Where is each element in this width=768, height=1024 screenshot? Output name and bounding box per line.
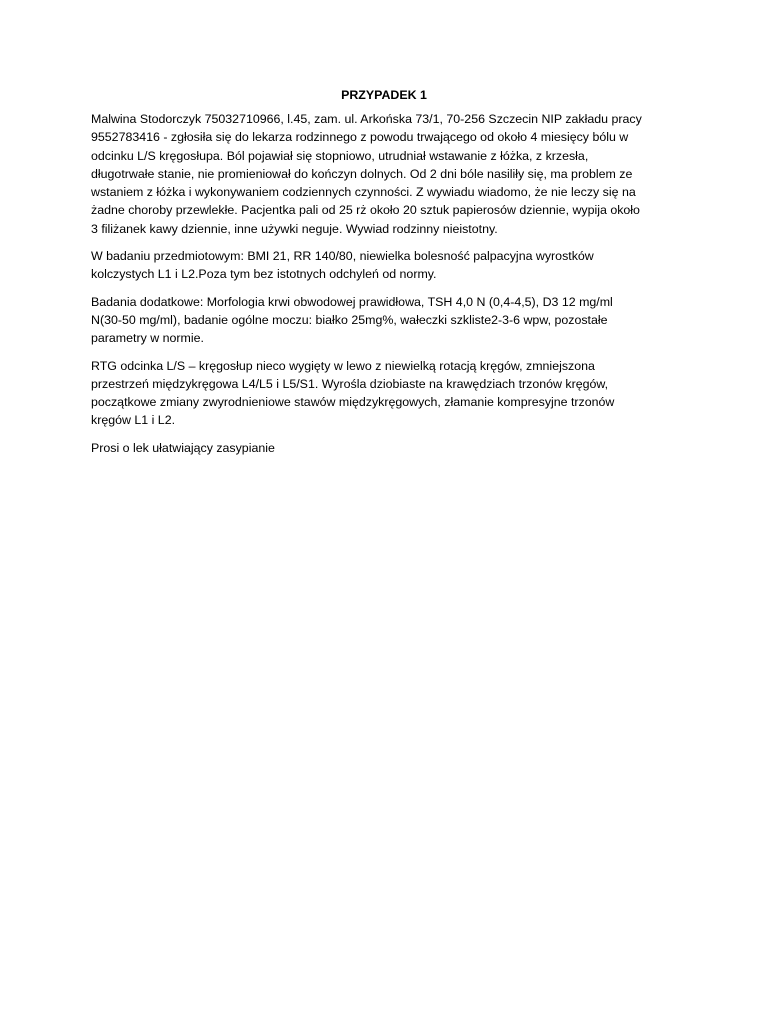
text-line: Malwina Stodorczyk 75032710966, l.45, zam. ul. Arkońska 73/1, 70-256 Szczecin NIP zakładu pracy [91, 112, 642, 126]
text-line: parametry w normie. [91, 331, 204, 346]
text-line: W badaniu przedmiotowym: BMI 21, RR 140/80, niewielka bolesność palpacyjna wyrostków [91, 249, 594, 264]
document-body [91, 86, 677, 466]
document-title: PRZYPADEK 1 [341, 88, 427, 102]
text-line: N(30-50 mg/ml), badanie ogólne moczu: białko 25mg%, wałeczki szkliste2-3-6 wpw, pozostałe [91, 312, 608, 327]
paragraph-additional-tests [91, 293, 677, 348]
text-line: RTG odcinka L/S – kręgosłup nieco wygięty w lewo z niewielką rotacją kręgów, zmniejszona [91, 358, 595, 373]
text-line: 9552783416 - zgłosiła się do lekarza rodzinnego z powodu trwającego od około 4 miesięcy bólu w [91, 130, 629, 145]
text-line: kręgów L1 i L2. [91, 413, 176, 428]
text-line: Prosi o lek ułatwiający zasypianie [91, 440, 275, 455]
paragraph-physical-exam [91, 247, 677, 284]
text-line: długotrwałe stanie, nie promieniował do kończyn dolnych. Od 2 dni bóle nasiliły się, ma problem ze [91, 166, 633, 181]
text-line: przestrzeń międzykręgowa L4/L5 i L5/S1. Wyrośla dziobiaste na krawędziach trzonów kręgów, [91, 376, 609, 391]
paragraph-patient-history [91, 110, 677, 238]
text-line: żadne choroby przewlekłe. Pacjentka pali od 25 rż około 20 sztuk papierosów dziennie, wypija około [91, 203, 640, 218]
text-line: kolczystych L1 i L2.Poza tym bez istotnych odchyleń od normy. [91, 267, 437, 282]
text-line: Badania dodatkowe: Morfologia krwi obwodowej prawidłowa, TSH 4,0 N (0,4-4,5), D3 12 mg/ml [91, 294, 613, 309]
text-line: wstaniem z łóżka i wykonywaniem codziennych czynności. Z wywiadu wiadomo, że nie leczy się na [91, 185, 636, 200]
text-line: 3 filiżanek kawy dziennie, inne używki neguje. Wywiad rodzinny nieistotny. [91, 221, 498, 236]
paragraph-xray [91, 357, 677, 430]
text-line: odcinku L/S kręgosłupa. Ból pojawiał się stopniowo, utrudniał wstawanie z łóżka, z krzesła, [91, 148, 589, 163]
paragraph-request [91, 439, 677, 457]
text-line: początkowe zmiany zwyrodnieniowe stawów międzykręgowych, złamanie kompresyjne trzonów [91, 395, 615, 410]
